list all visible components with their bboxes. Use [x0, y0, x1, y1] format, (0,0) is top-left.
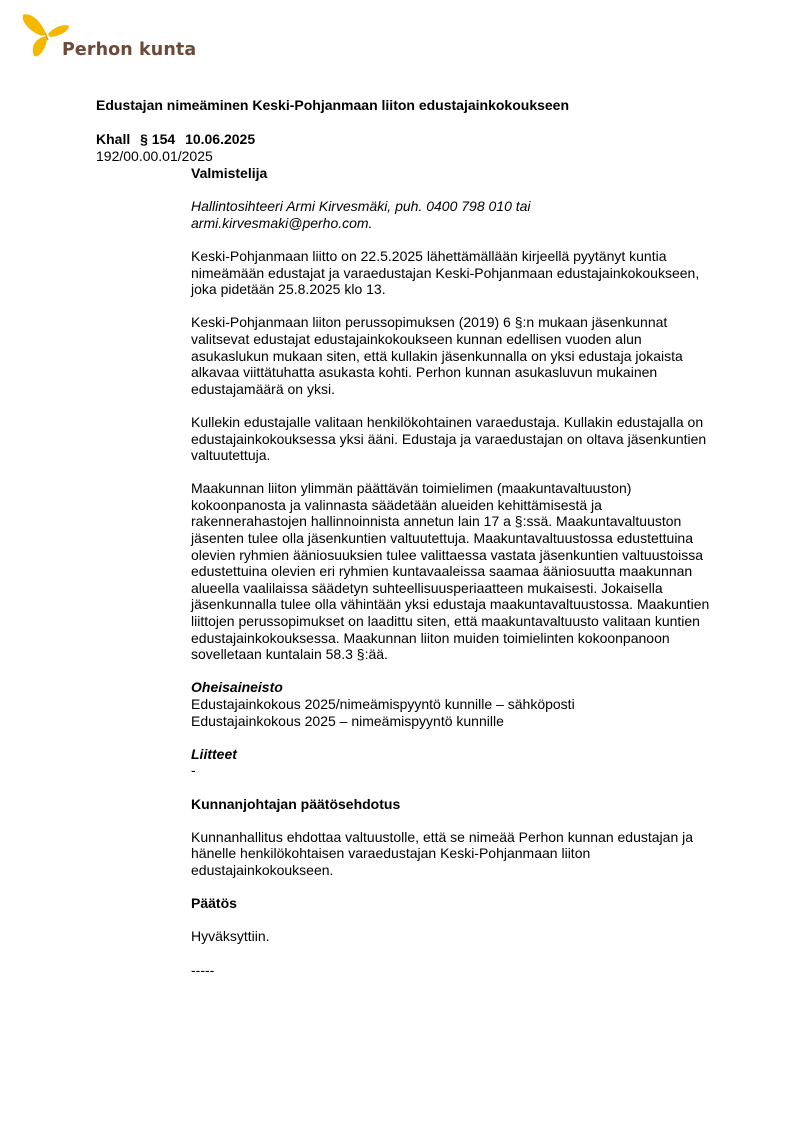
- attachment-item: Edustajainkokous 2025 – nimeämispyyntö kunnille: [191, 712, 504, 729]
- attachment-item: Edustajainkokous 2025/nimeämispyyntö kunnille – sähköposti: [191, 696, 575, 712]
- org-logo: [22, 12, 197, 62]
- meeting-body: Khall: [96, 131, 131, 147]
- meeting-reference: [96, 131, 255, 147]
- appendices-value: -: [191, 762, 196, 779]
- attachments-info-heading: Oheisaineisto: [191, 679, 283, 696]
- preparer-email: armi.kirvesmaki@perho.com.: [191, 214, 373, 231]
- appendices-block: [191, 746, 711, 779]
- org-name: Perhon kunta: [62, 40, 197, 60]
- body-paragraph: Keski-Pohjanmaan liitto on 22.5.2025 lähettämällään kirjeellä pyytänyt kuntia nimeämään edustajat ja varaedustajan Keski-Pohjanmaan edustajainkokoukseen, joka pidetään 25.8.2025 klo 13.: [191, 247, 700, 298]
- preparer-line: Hallintosihteeri Armi Kirvesmäki, puh. 0400 798 010 tai: [191, 198, 531, 215]
- body-paragraph: Kullekin edustajalle valitaan henkilökohtainen varaedustaja. Kullakin edustajalla on edustajainkokouksessa yksi ääni. Edustaja ja varaedustajan on oltava jäsenkuntien valtuutettuja.: [191, 413, 707, 464]
- preparer-heading: Valmistelija: [191, 165, 268, 181]
- section-number: § 154: [140, 131, 176, 147]
- proposal-text: Kunnanhallitus ehdottaa valtuustolle, että se nimeää Perhon kunnan edustajan ja hänelle henkilökohtaisen varaedustajan Keski-Pohjanmaan liiton edustajainkokoukseen.: [191, 828, 694, 878]
- attachments-info-block: [191, 679, 711, 729]
- proposal-heading: Kunnanjohtajan päätösehdotus: [191, 795, 401, 812]
- diary-number: 192/00.00.01/2025: [96, 148, 213, 164]
- appendices-heading: Liitteet: [191, 745, 237, 762]
- preparer-contact: [191, 198, 711, 231]
- document-title: Edustajan nimeäminen Keski-Pohjanmaan liiton edustajainkokoukseen: [96, 97, 570, 113]
- document-body: [191, 165, 711, 995]
- body-paragraph: Keski-Pohjanmaan liiton perussopimuksen (2019) 6 §:n mukaan jäsenkunnat valitsevat edustajat edustajainkokoukseen kunnan edellisen vuoden alun asukaslukun mukaan siten, että kullakin jäsenkunnalla on yksi edustaja jokaista alkavaa viittätuhatta asukasta kohti. Perhon kunnan asukasluvun mukainen edustajamäärä on yksi.: [191, 314, 683, 397]
- end-marker: -----: [191, 961, 215, 978]
- decision-heading: Päätös: [191, 895, 237, 912]
- body-paragraph: Maakunnan liiton ylimmän päättävän toimielimen (maakuntavaltuuston) kokoonpanosta ja valinnasta säädetään alueiden kehittämisestä ja rakennerahastojen hallinnoinnista annetun lain 17 a §:ssä. Maakuntavaltuuston jäsenten tulee olla jäsenkuntien valtuutettuja. Maakuntavaltuustossa edustettuina olevien ryhmien ääniosuuksien tulee valittaessa vastata jäsenkuntien valtuustoissa edustettuina olevien eri ryhmien kuntavaaleissa saamaa ääniosuutta maakunnan alueella vaalilaissa säädetyn suhteellisuusperiaatteen mukaisesti. Jokaisella jäsenkunnalla tulee olla vähintään yksi edustaja maakuntavaltuustossa. Maakuntien liittojen perussopimukset on laadittu siten, että maakuntavaltuusto valitaan kuntien edustajainkokouksessa. Maakunnan liiton muiden toimielinten kokoonpanoon sovelletaan kuntalain 58.3 §:ää.: [191, 480, 710, 663]
- meeting-date: 10.06.2025: [185, 131, 256, 147]
- decision-text: Hyväksyttiin.: [191, 928, 270, 945]
